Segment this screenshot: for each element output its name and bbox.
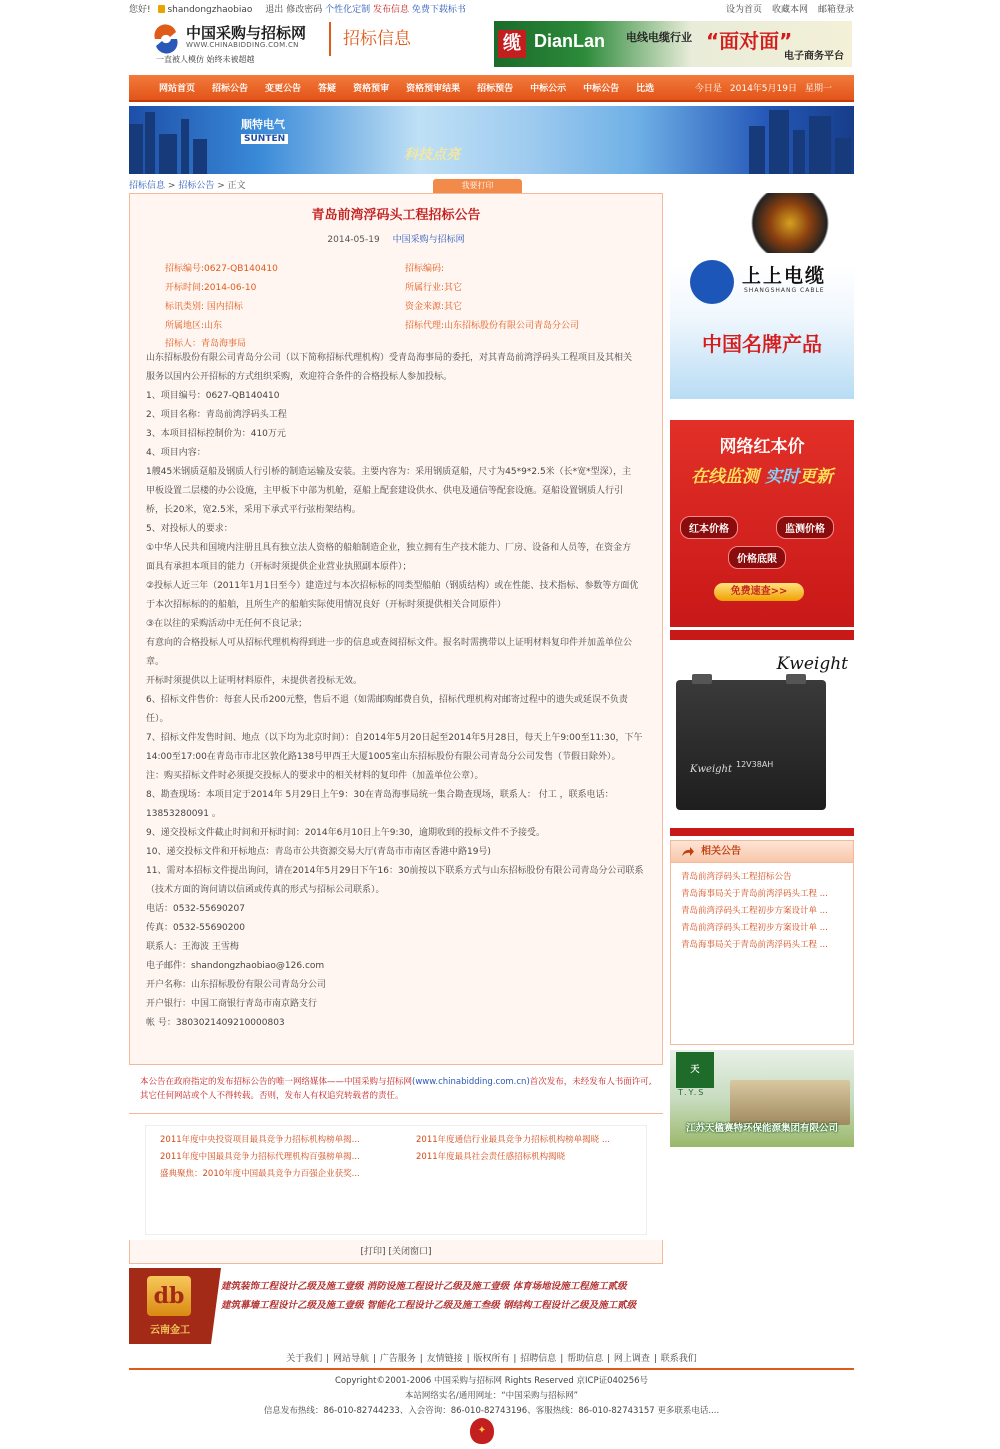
body-line: 5、对投标人的要求： [146,524,233,534]
related-notice-link[interactable]: 青岛海事局关于青岛前湾浮码头工程 ... [681,940,828,950]
jingong-logo: db 云南金工 [129,1268,211,1344]
trust-seal-icon[interactable]: ✦ [470,1418,494,1444]
site-logo[interactable] [151,22,321,64]
info-bid-code: 招标编码: [405,264,445,274]
body-line: 联系人：王海波 王雪梅 [146,942,239,952]
yunnan-jingong-ad[interactable] [129,1268,854,1344]
related-notice-link[interactable]: 青岛前湾浮码头工程初步方案设计单 ... [681,923,828,933]
top-bar [129,0,854,16]
body-line: 电话：0532-55690207 [146,904,245,914]
publish-link[interactable]: 发布信息 [372,4,409,15]
nav-item-award-notice[interactable]: 中标公告 [583,84,620,94]
body-line: 山东招标股份有限公司青岛分公司（以下简称招标代理机构）受青岛海事局的委托，对其青岛前湾浮码头工程项目及其相关 [146,353,633,363]
logo-mark-icon [151,24,181,54]
kweight-brand: Kweight [776,654,848,674]
article-meta [130,232,662,245]
body-line: 7、招标文件发售时间、地点（以下均为北京时间）：自2014年5月20日起至2014年5月28日，每天上午9:00至11:30，下午 [146,733,643,743]
copyright-notice: 本公告在政府指定的发布招标公告的唯一网络媒体——中国采购与招标网(www.chinabidding.com.cn)首次发布，未经发布人书面许可,其它任何网站或个人不得转载。否则，发布人有权追究转载者的责任。 [140,1077,652,1101]
body-line: 有意向的合格投标人可从招标代理机构得到进一步的信息或查阅招标文件。报名时需携带以上证明材料复印件并加盖单位公 [146,638,633,648]
logo-slogan: 一直被人模仿 始终未被超越 [156,55,255,64]
body-line: 10、递交投标文件和开标地点：青岛市公共资源交易大厅(青岛市市南区香港中路19号) [146,847,491,857]
breadcrumb: 招标信息 > 招标公告 > 正文 [129,181,246,191]
nav-item-prequal-result[interactable]: 资格预审结果 [406,84,461,94]
body-line: （技术方面的询问请以信函或传真的形式与招标公司联系）。 [146,885,385,895]
related-notice-link[interactable]: 青岛海事局关于青岛前湾浮码头工程 ... [681,889,828,899]
footer-link-help[interactable]: 帮助信息 [567,1354,604,1364]
body-line: 任）。 [146,714,169,724]
body-line: 开户银行：中国工商银行青岛市南京路支行 [146,999,318,1009]
date-label: 今日是 [694,84,722,94]
article-source-link[interactable]: 中国采购与招标网 [392,235,465,245]
body-line: 9、递交投标文件截止时间和开标时间：2014年6月10日上午9:30，逾期收到的投标文件不予接受。 [146,828,546,838]
body-line: 1、项目编号：0627-QB140410 [146,391,280,401]
cable-image [730,193,850,253]
weekday: 星期一 [804,84,832,94]
dianlan-brand: DianLan [534,31,606,51]
info-open-time: 开标时间:2014-06-10 [165,283,257,293]
footer-link-ads[interactable]: 广告服务 [379,1354,416,1364]
shangshang-slogan: 中国名牌产品 [702,332,822,356]
body-line: 3、本项目招标控制价为：410万元 [146,429,286,439]
info-tenderer: 招标人：青岛海事局 [165,339,247,349]
body-line: 1艘45米钢质趸船及钢质人行引桥的制造运输及安装。主要内容为：采用钢质趸船，尺寸为45*9*2.5米（长*宽*型深），主 [146,467,632,477]
footer-link-sitemap[interactable]: 网站导航 [333,1354,370,1364]
body-line: ③在以往的采购活动中无任何不良记录； [146,619,308,629]
mail-login-link[interactable]: 邮箱登录 [817,4,854,15]
body-line: 8、勘查现场：本项目定于2014年 5月29日上午9：30在青岛海事局统一集合勘查现场，联系人： 付工 ，联系电话： [146,790,614,800]
building-image [730,1080,850,1125]
date-value: 2014年5月19日 [729,84,797,94]
breadcrumb-section[interactable]: 招标公告 [178,181,215,191]
tys-abbrev: T.Y.S [678,1088,706,1097]
banner-slogan: 科技点亮 [404,147,460,163]
footer-copyright: Copyright©2001-2006 中国采购与招标网 Rights Reserved 京ICP证040256号 [334,1376,649,1386]
footer-link-copyright[interactable]: 版权所有 [473,1354,510,1364]
dianlan-text-3: 电子商务平台 [784,51,844,62]
bookmark-link[interactable]: 收藏本网 [771,4,808,15]
header [129,18,854,70]
footer-nav: 关于我们 | 网站导航 | 广告服务 | 友情链接 | 版权所有 | 招聘信息 | 帮助信息 | 网上调查 | 联系我们 [286,1354,697,1364]
body-line: 6、招标文件售价：每套人民币200元整，售后不退（如需邮购邮费自负，招标代理机构对邮寄过程中的遗失或延误不负责 [146,695,628,705]
jingong-qualifications-2: 建筑幕墙工程设计乙级及施工壹级 智能化工程设计乙级及施工叁级 钢结构工程设计乙级及施工贰级 [221,1300,637,1311]
free-query-button[interactable]: 免费速查>> [714,583,804,601]
nav-item-qa[interactable]: 答疑 [318,84,337,94]
body-line: ②投标人近三年（2011年1月1日至今）建造过与本次招标标的同类型船舶（钢质结构）或在性能、技术指标、参数等方面优 [146,581,639,591]
related-notices-header: 相关公告 [671,841,853,863]
body-line: 电子邮件：shandongzhaobiao@126.com [146,961,325,971]
footer-link-survey[interactable]: 网上调查 [613,1354,650,1364]
footer-link-about[interactable]: 关于我们 [286,1354,323,1364]
battery-image: Kweight 12V38AH [676,680,826,810]
download-tender-link[interactable]: 免费下载标书 [411,4,466,15]
promo-link[interactable]: 盛典聚焦：2010年度中国最具竞争力百强企业获奖... [160,1169,360,1179]
kweight-battery-ad[interactable] [670,630,854,836]
user-indicator [158,5,257,15]
section-title: 招标信息 [329,22,411,56]
logo-en: WWW.CHINABIDDING.COM.CN [186,41,299,49]
dianlan-text-1: 电线电缆行业 [626,31,692,44]
promo-link[interactable]: 2011年度最具社会责任感招标机构揭晓 [416,1152,566,1162]
notice-url-link[interactable]: (www.chinabidding.com.cn) [412,1077,530,1087]
nav-item-preview[interactable]: 招标预告 [477,84,514,94]
close-window-button[interactable]: [关闭窗口] [388,1247,432,1257]
logout-link[interactable]: 退出 [265,4,284,15]
body-line: 于本次招标标的的船舶，且所生产的船舶实际使用情况良好（开标时须提供相关合同原件） [146,600,507,610]
print-button[interactable]: [打印] [360,1247,386,1257]
footer-hotline: 信息发布热线：86-010-82744233、入会咨询：86-010-82743196、客服热线：86-010-82743157 更多联系电话.... [263,1406,720,1416]
body-line: 开户名称：山东招标股份有限公司青岛分公司 [146,980,327,990]
body-line: 注：购买招标文件时必须提交投标人的要求中的相关材料的复印件（加盖单位公章）。 [146,771,484,781]
main-nav [129,75,854,102]
related-notice-link[interactable]: 青岛前湾浮码头工程招标公告 [681,872,792,882]
sunten-banner-ad[interactable] [129,106,854,174]
logo-cn: 中国采购与招标网 [186,24,307,42]
info-agent: 招标代理:山东招标股份有限公司青岛分公司 [405,321,580,331]
body-line: 14:00至17:00在青岛市市北区敦化路138号甲西王大厦1005室山东招标股份有限公司青岛分公司发售（节假日除外）。 [146,752,621,762]
body-line: 传真：0532-55690200 [146,923,245,933]
divider [129,1113,663,1114]
article-body [146,349,646,1033]
nav-item-comparison[interactable]: 比选 [636,84,655,94]
jingong-qualifications-1: 建筑装饰工程设计乙级及施工壹级 消防设施工程设计乙级及施工壹级 体育场地设施工程施工贰级 [221,1281,627,1292]
promo-link[interactable]: 2011年度中央投资项目最具竞争力招标机构榜单揭... [160,1135,360,1145]
footer-link-friends[interactable]: 友情链接 [426,1354,463,1364]
footer-link-jobs[interactable]: 招聘信息 [520,1354,557,1364]
price-pill-floor[interactable]: 价格底限 [728,546,786,569]
body-line: 甲板设置二层楼的办公设施，主甲板下中部为机舱，趸船上配套建设供水、供电及通信等配套设施。趸船设置钢质人行引 [146,486,624,496]
shangshang-cable-ad[interactable] [670,193,854,399]
lock-icon [158,5,165,13]
dianlan-logo-icon: 缆 [498,30,526,58]
price-pill-red-book[interactable]: 红本价格 [680,516,738,539]
top-bar-left [129,2,466,15]
shangshang-logo: 上上电缆 SHANGSHANG CABLE [690,255,840,305]
tys-logo: 天 [676,1052,714,1088]
price-pill-monitor[interactable]: 监测价格 [776,516,834,539]
body-line: 面具有承担本项目的能力（开标时须提供企业营业执照副本原件）； [146,562,412,572]
promo-link[interactable]: 2011年度中国最具竞争力招标代理机构百强榜单揭... [160,1152,360,1162]
price-ad-title: 网络红本价 [719,437,805,457]
price-ad-subtitle: 在线监测 实时更新 [691,467,833,487]
nav-item-home[interactable]: 网站首页 [159,84,196,94]
article-panel [129,193,663,1065]
breadcrumb-current: 正文 [227,181,246,191]
top-bar-right [726,2,854,15]
nav-item-tender-notice[interactable]: 招标公告 [212,84,249,94]
price-monitor-ad[interactable] [670,420,854,627]
body-line: ①中华人民共和国境内注册且具有独立法人资格的船舶制造企业，独立拥有生产技术能力、厂房、设备和人员等，在资金方 [146,543,632,553]
nav-item-award-publicity[interactable]: 中标公示 [530,84,567,94]
info-region: 所属地区:山东 [165,321,223,331]
footer-realname: 本站网络实名/通用网址：“中国采购与招标网” [404,1391,579,1401]
tys-environment-ad[interactable] [670,1050,854,1147]
nav-item-change-notice[interactable]: 变更公告 [265,84,302,94]
username: shandongzhaobiao [167,4,253,15]
body-line: 13853280091 。 [146,809,221,819]
promo-link[interactable]: 2011年度通信行业最具竞争力招标机构榜单揭晓 ... [416,1135,610,1145]
footer-link-contact[interactable]: 联系我们 [660,1354,697,1364]
body-line: 帐 号：3803021409210000803 [146,1018,285,1028]
dianlan-ad-banner[interactable] [494,21,852,67]
arrow-icon [681,846,695,858]
article-date: 2014-05-19 [327,235,380,245]
related-notices-panel [670,840,854,1045]
change-password-link[interactable]: 修改密码 [286,4,323,15]
body-line: 2、项目名称：青岛前湾浮码头工程 [146,410,287,420]
tys-company-name: 江苏天楹赛特环保能源集团有限公司 [685,1123,838,1134]
body-line: 章。 [146,657,165,667]
set-homepage-link[interactable]: 设为首页 [725,4,762,15]
body-line: 开标时须提供以上证明材料原件，未提供者投标无效。 [146,676,363,686]
print-tab-button[interactable]: 我要打印 [433,179,522,193]
body-line: 4、项目内容： [146,448,206,458]
info-bid-number: 招标编号:0627-QB140410 [165,264,278,274]
article-actions [129,1240,663,1264]
body-line: 11、需对本招标文件提出询问，请在2014年5月29日下午16：30前按以下联系方式与山东招标股份有限公司青岛分公司联系 [146,866,644,876]
info-category: 标讯类别: 国内招标 [165,302,243,312]
breadcrumb-home[interactable]: 招标信息 [129,181,166,191]
sunten-logo: 顺特电气 SUNTEN [241,116,288,144]
nav-item-prequal[interactable]: 资格预审 [353,84,390,94]
related-links-box [145,1125,647,1235]
body-line: 服务以国内公开招标的方式组织采购，欢迎符合条件的合格投标人参加投标。 [146,372,453,382]
greeting: 您好! [129,4,151,15]
footer-divider [129,1368,854,1370]
dianlan-text-2: “面对面” [706,29,793,53]
body-line: 桥，长20米，宽2.5米，采用下承式平行弦桁架结构。 [146,505,361,515]
related-notice-link[interactable]: 青岛前湾浮码头工程初步方案设计单 ... [681,906,828,916]
info-industry: 所属行业:其它 [405,283,463,293]
info-fund-source: 资金来源:其它 [405,302,463,312]
customize-link[interactable]: 个性化定制 [325,4,371,15]
article-title: 青岛前湾浮码头工程招标公告 [311,208,481,223]
today-date [695,81,832,94]
